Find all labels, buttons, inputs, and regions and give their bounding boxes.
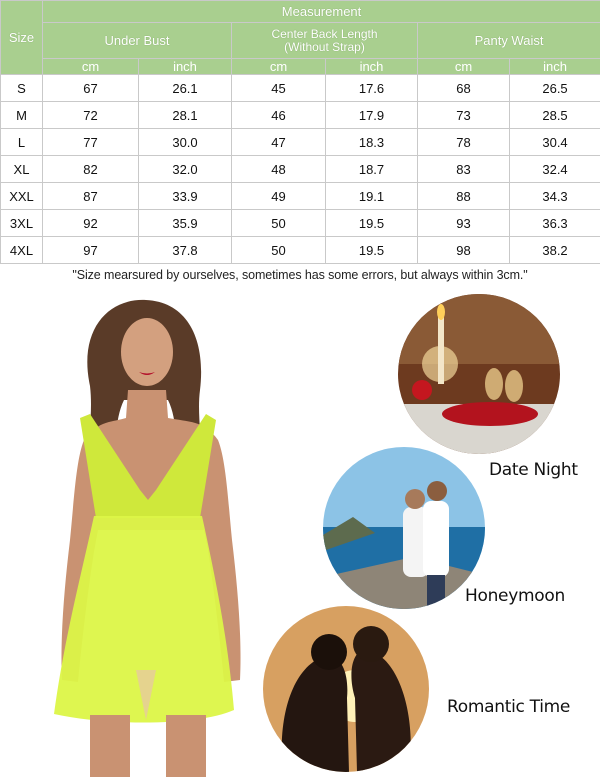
value-cell: 35.9 [139, 210, 232, 237]
model-product-image [28, 290, 278, 777]
value-cell: 67 [43, 75, 139, 102]
value-cell: 92 [43, 210, 139, 237]
value-cell: 83 [418, 156, 510, 183]
value-cell: 28.1 [139, 102, 232, 129]
value-cell: 87 [43, 183, 139, 210]
model-leg-right [166, 715, 206, 777]
value-cell: 19.5 [326, 210, 418, 237]
measurement-note: "Size mearsured by ourselves, sometimes has some errors, but always within 3cm." [72, 268, 528, 282]
honeymoon-photo [323, 447, 485, 609]
value-cell: 18.7 [326, 156, 418, 183]
value-cell: 18.3 [326, 129, 418, 156]
value-cell: 46 [232, 102, 326, 129]
size-cell: 4XL [1, 237, 43, 264]
size-cell: XXL [1, 183, 43, 210]
value-cell: 26.1 [139, 75, 232, 102]
size-cell: 3XL [1, 210, 43, 237]
value-cell: 32.4 [510, 156, 600, 183]
value-cell: 30.0 [139, 129, 232, 156]
value-cell: 36.3 [510, 210, 600, 237]
value-cell: 77 [43, 129, 139, 156]
romantic-time-photo [263, 606, 429, 772]
size-rows [1, 75, 600, 264]
table-row [1, 183, 600, 210]
value-cell: 72 [43, 102, 139, 129]
value-cell: 38.2 [510, 237, 600, 264]
value-cell: 37.8 [139, 237, 232, 264]
table-row [1, 210, 600, 237]
unit-inch: inch [139, 59, 232, 75]
value-cell: 48 [232, 156, 326, 183]
value-cell: 49 [232, 183, 326, 210]
value-cell: 73 [418, 102, 510, 129]
measurement-header: Measurement [43, 1, 600, 23]
value-cell: 19.1 [326, 183, 418, 210]
under-bust-header: Under Bust [43, 23, 232, 59]
value-cell: 17.9 [326, 102, 418, 129]
value-cell: 88 [418, 183, 510, 210]
center-back-length-line2: (Without Strap) [284, 39, 365, 54]
unit-inch: inch [510, 59, 600, 75]
table-row [1, 75, 600, 102]
value-cell: 45 [232, 75, 326, 102]
romantic-time-caption: Romantic Time [447, 697, 571, 717]
table-row [1, 129, 600, 156]
value-cell: 97 [43, 237, 139, 264]
value-cell: 19.5 [326, 237, 418, 264]
value-cell: 30.4 [510, 129, 600, 156]
size-cell: XL [1, 156, 43, 183]
date-night-caption: Date Night [489, 460, 578, 480]
honeymoon-caption: Honeymoon [465, 586, 565, 606]
center-back-length-header [232, 23, 418, 59]
value-cell: 47 [232, 129, 326, 156]
size-header: Size [1, 1, 43, 75]
size-chart-table [0, 0, 600, 264]
size-cell: M [1, 102, 43, 129]
value-cell: 32.0 [139, 156, 232, 183]
value-cell: 26.5 [510, 75, 600, 102]
size-cell: L [1, 129, 43, 156]
value-cell: 68 [418, 75, 510, 102]
model-leg-left [90, 715, 130, 777]
panty-waist-header: Panty Waist [418, 23, 600, 59]
table-row [1, 156, 600, 183]
value-cell: 17.6 [326, 75, 418, 102]
value-cell: 93 [418, 210, 510, 237]
model-face [121, 318, 173, 386]
value-cell: 33.9 [139, 183, 232, 210]
value-cell: 50 [232, 210, 326, 237]
value-cell: 28.5 [510, 102, 600, 129]
unit-cm: cm [418, 59, 510, 75]
table-row [1, 237, 600, 264]
value-cell: 98 [418, 237, 510, 264]
value-cell: 50 [232, 237, 326, 264]
center-back-length-line1: Center Back Length [271, 26, 378, 41]
value-cell: 34.3 [510, 183, 600, 210]
unit-cm: cm [232, 59, 326, 75]
unit-cm: cm [43, 59, 139, 75]
size-cell: S [1, 75, 43, 102]
unit-inch: inch [326, 59, 418, 75]
value-cell: 78 [418, 129, 510, 156]
date-night-photo [398, 294, 560, 454]
table-row [1, 102, 600, 129]
value-cell: 82 [43, 156, 139, 183]
